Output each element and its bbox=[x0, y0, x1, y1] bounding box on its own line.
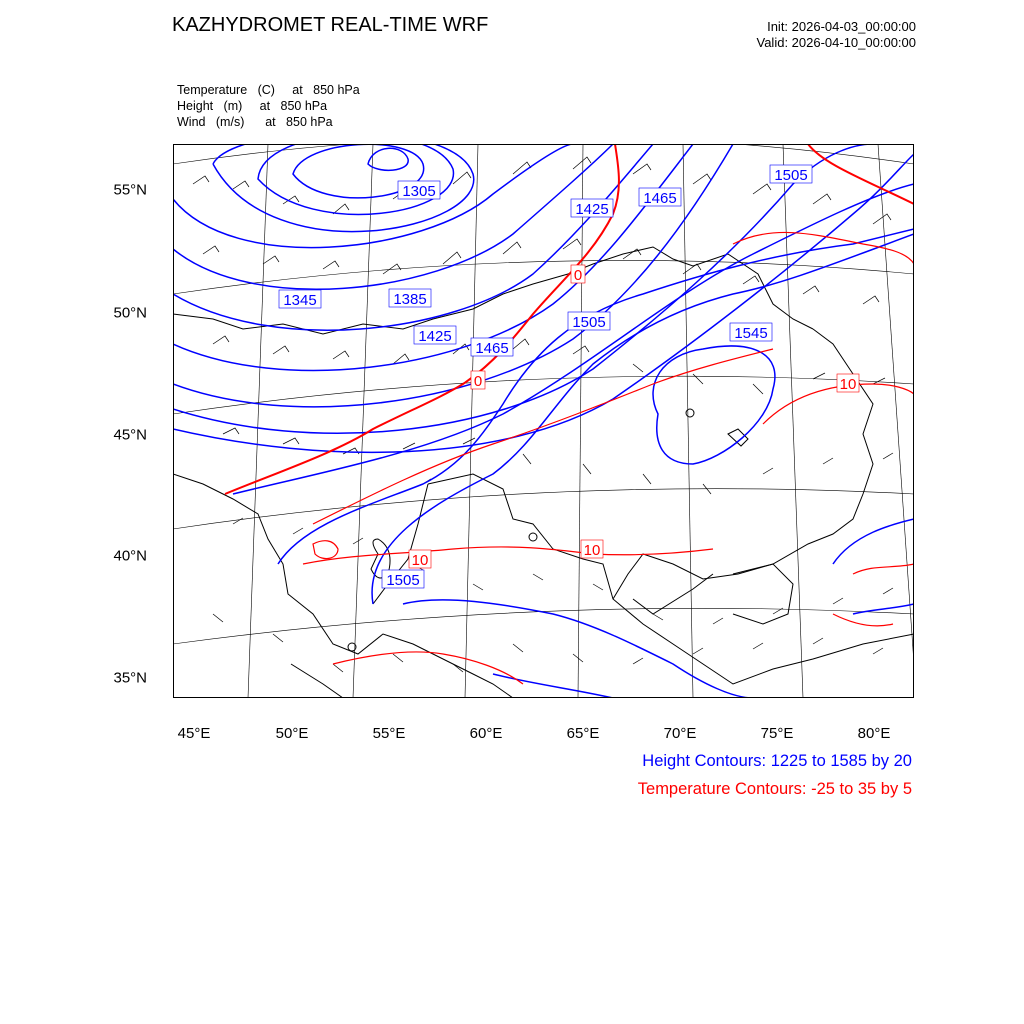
temperature-label bbox=[581, 540, 603, 559]
lon-label: 45°E bbox=[177, 725, 211, 742]
lat-label: 40°N bbox=[113, 547, 147, 565]
temperature-label bbox=[571, 265, 585, 284]
svg-text:1425: 1425 bbox=[575, 201, 609, 218]
init-time: Init: 2026-04-03_00:00:00 bbox=[767, 19, 916, 34]
svg-text:10: 10 bbox=[839, 376, 857, 393]
svg-text:1505: 1505 bbox=[572, 314, 606, 331]
lon-label: 55°E bbox=[372, 725, 406, 742]
svg-text:1505: 1505 bbox=[774, 167, 808, 184]
height-contour-legend: Height Contours: 1225 to 1585 by 20 bbox=[642, 752, 912, 770]
height-label bbox=[382, 570, 424, 589]
height-label bbox=[389, 289, 431, 308]
height-label bbox=[398, 181, 440, 200]
field-height: Height (m) at 850 hPa bbox=[177, 99, 328, 113]
map-canvas bbox=[173, 144, 914, 698]
field-temperature: Temperature (C) at 850 hPa bbox=[177, 83, 360, 97]
temperature-label bbox=[837, 374, 859, 393]
lat-label: 50°N bbox=[113, 304, 147, 322]
svg-text:1465: 1465 bbox=[643, 190, 677, 207]
svg-text:1345: 1345 bbox=[283, 292, 317, 309]
svg-text:1385: 1385 bbox=[393, 291, 427, 308]
height-label bbox=[568, 312, 610, 331]
height-label bbox=[770, 165, 812, 184]
height-label bbox=[471, 338, 513, 357]
svg-text:10: 10 bbox=[411, 552, 429, 569]
lon-label: 70°E bbox=[663, 725, 697, 742]
lon-label: 50°E bbox=[275, 725, 309, 742]
height-label bbox=[279, 290, 321, 309]
height-label bbox=[571, 199, 613, 218]
height-label bbox=[639, 188, 681, 207]
chart-title: KAZHYDROMET REAL-TIME WRF bbox=[172, 14, 489, 36]
lon-label: 65°E bbox=[566, 725, 600, 742]
lon-label: 60°E bbox=[469, 725, 503, 742]
svg-text:1545: 1545 bbox=[734, 325, 768, 342]
height-label bbox=[414, 326, 456, 345]
svg-text:1465: 1465 bbox=[475, 340, 509, 357]
svg-text:1305: 1305 bbox=[402, 183, 436, 200]
height-label bbox=[730, 323, 772, 342]
temperature-label bbox=[409, 550, 431, 569]
svg-text:1425: 1425 bbox=[418, 328, 452, 345]
lat-label: 35°N bbox=[113, 669, 147, 687]
svg-text:10: 10 bbox=[583, 542, 601, 559]
svg-text:0: 0 bbox=[573, 267, 583, 284]
lat-label: 55°N bbox=[113, 181, 147, 199]
lon-label: 80°E bbox=[857, 725, 891, 742]
valid-time: Valid: 2026-04-10_00:00:00 bbox=[756, 35, 916, 50]
field-wind: Wind (m/s) at 850 hPa bbox=[177, 115, 333, 129]
lon-label: 75°E bbox=[760, 725, 794, 742]
run-info bbox=[757, 19, 917, 51]
lat-label: 45°N bbox=[113, 426, 147, 444]
field-descriptions bbox=[177, 82, 360, 130]
map-panel bbox=[173, 144, 914, 698]
svg-text:1505: 1505 bbox=[386, 572, 420, 589]
svg-text:0: 0 bbox=[473, 373, 483, 390]
temperature-contour-legend: Temperature Contours: -25 to 35 by 5 bbox=[637, 780, 912, 798]
temperature-label bbox=[471, 371, 485, 390]
